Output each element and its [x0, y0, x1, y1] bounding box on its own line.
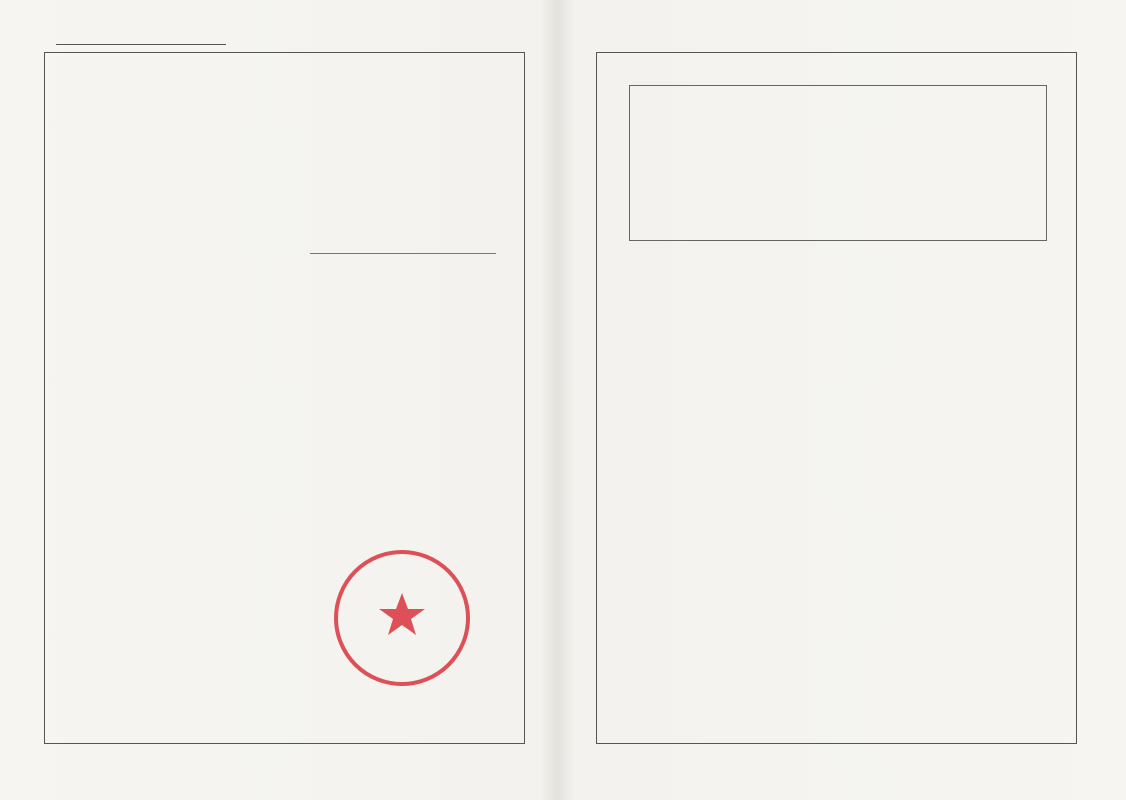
registration-line — [48, 31, 228, 49]
registration-number — [56, 44, 226, 45]
certificate-number-line — [310, 237, 496, 254]
serial-number-block — [936, 20, 942, 41]
right-page — [596, 52, 1077, 744]
left-page — [44, 52, 525, 744]
official-seal — [327, 543, 477, 693]
attachments-row — [630, 86, 1047, 241]
land-info-table — [629, 85, 1047, 241]
